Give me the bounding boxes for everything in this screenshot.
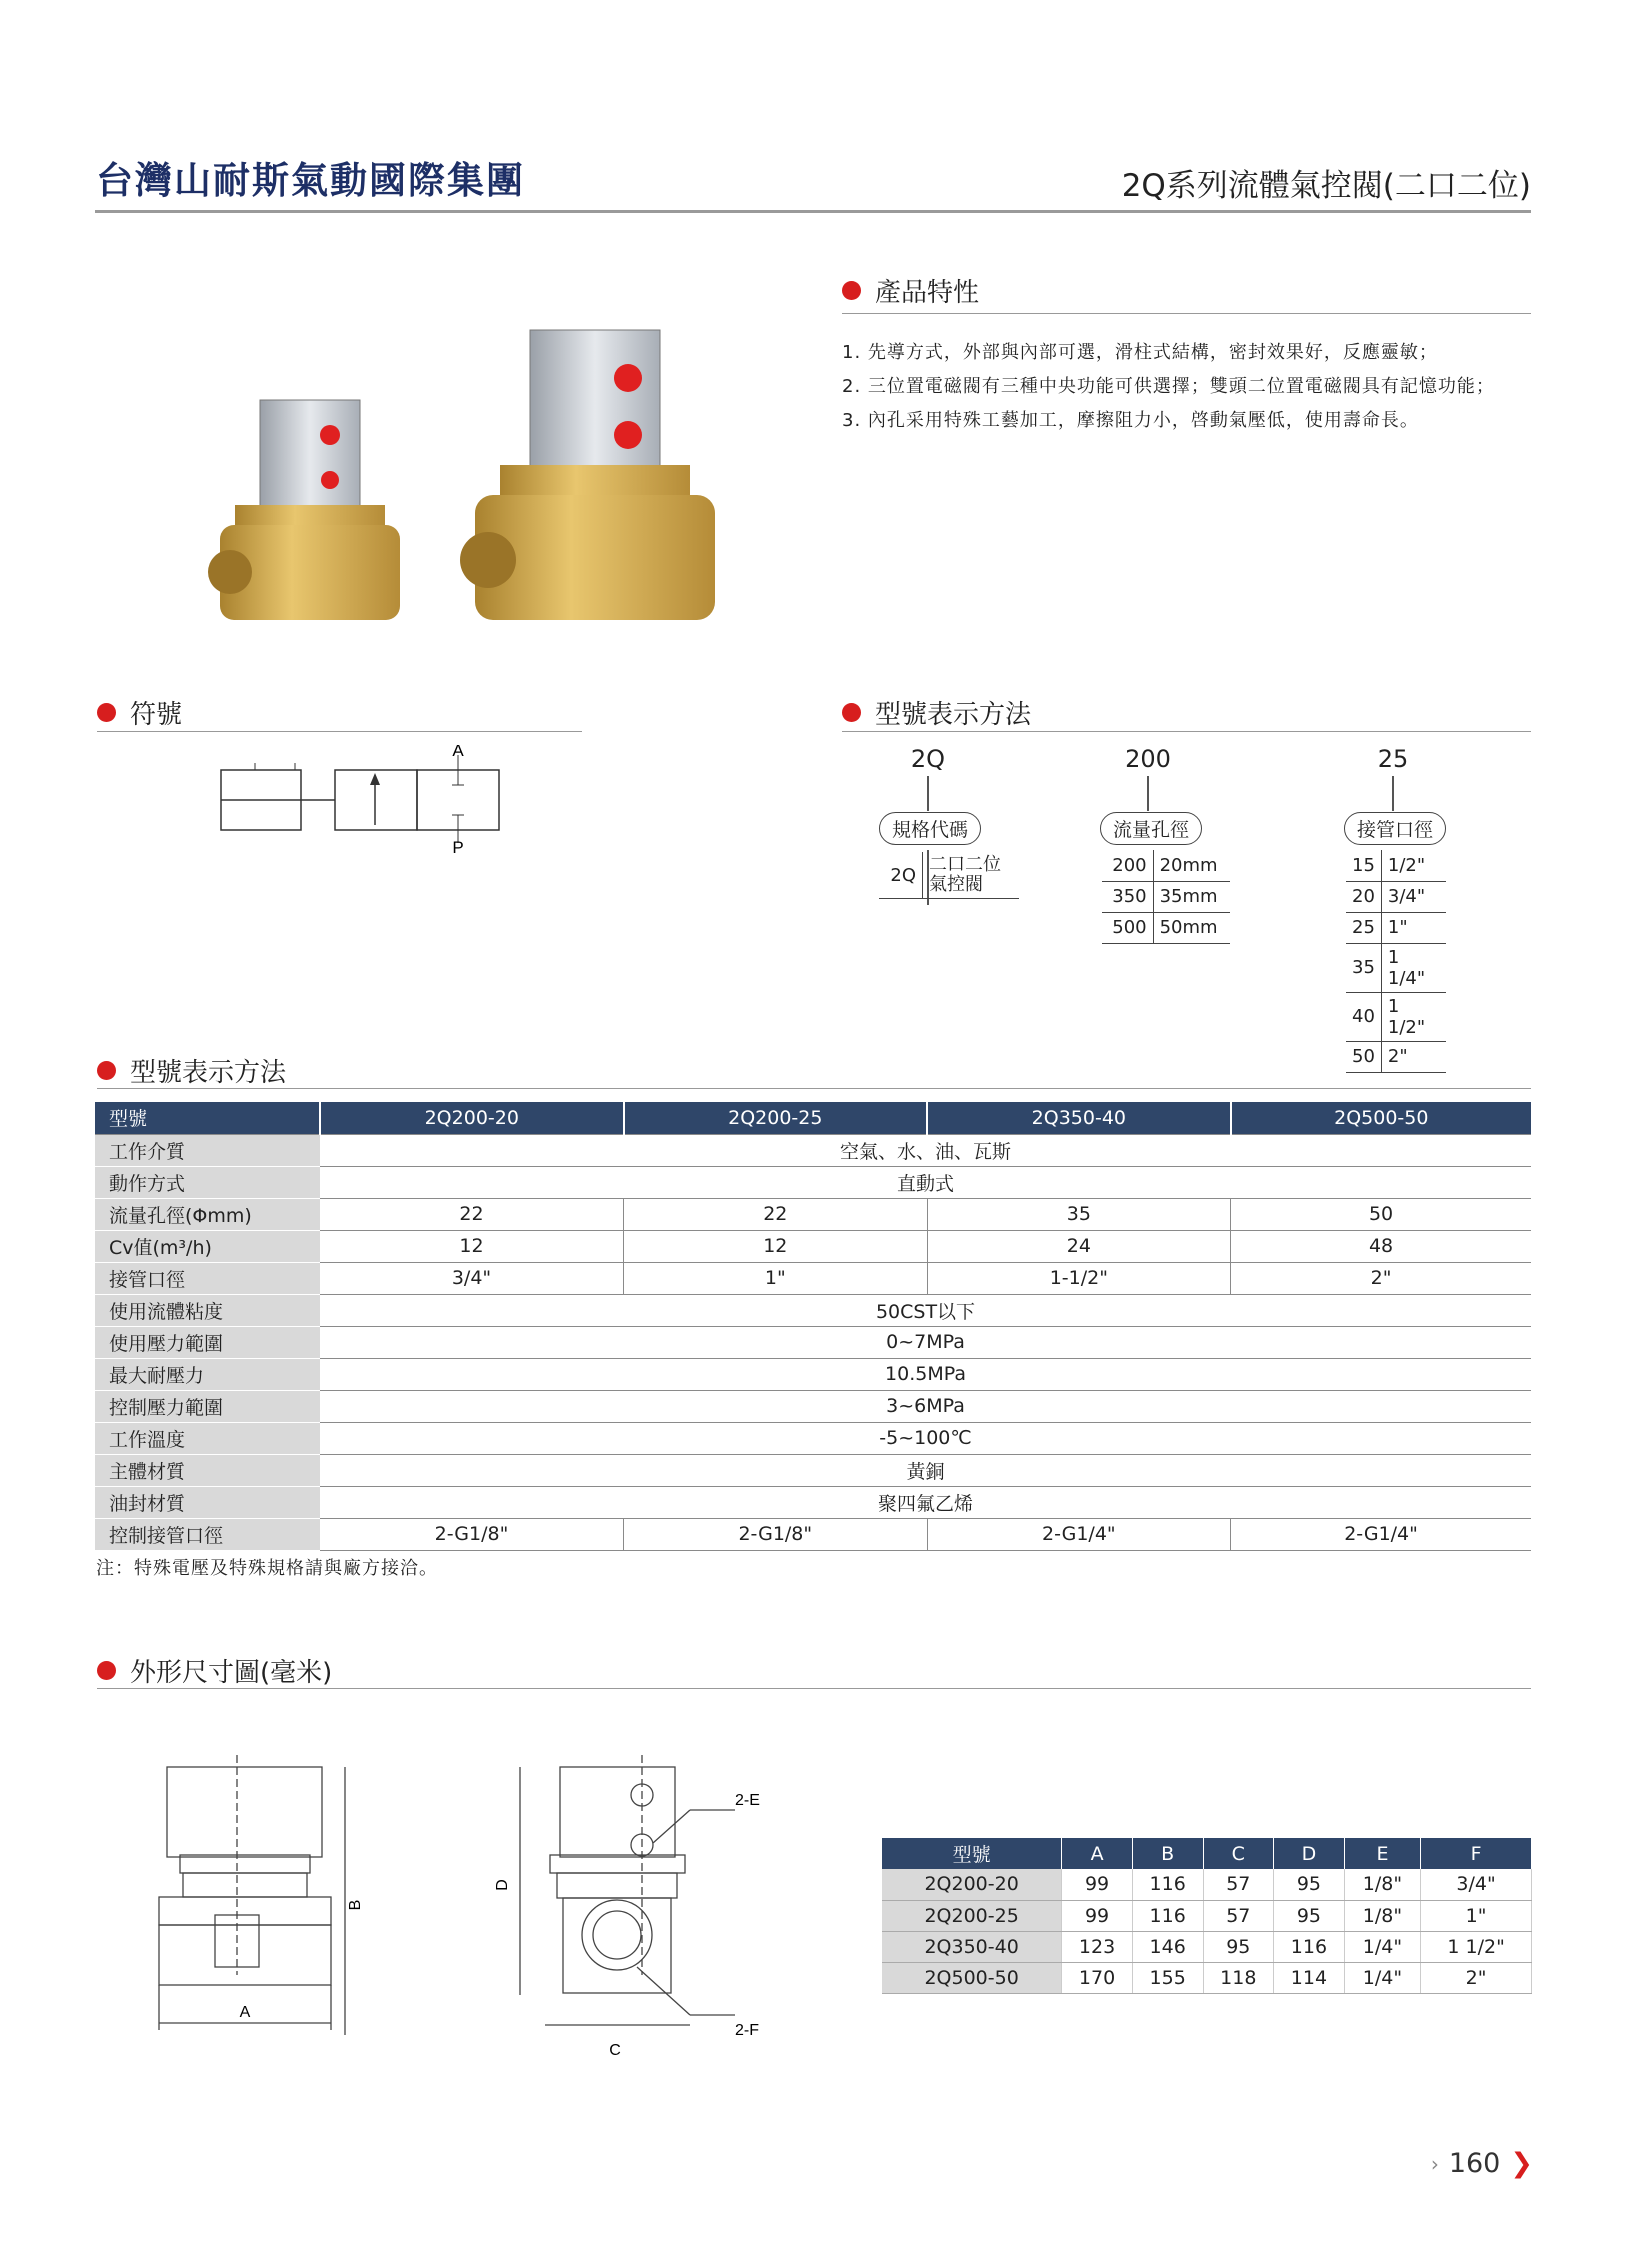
row-label: 控制壓力範圍 bbox=[95, 1390, 320, 1422]
table-cell: 1/4" bbox=[1344, 1962, 1420, 1993]
table-cell: 22 bbox=[320, 1198, 624, 1230]
feature-item: 2. 三位置電磁閥有三種中央功能可供選擇；雙頭二位置電磁閥具有記憶功能； bbox=[842, 376, 1495, 397]
code-key: 2Q bbox=[879, 852, 923, 899]
table-cell: 3/4" bbox=[320, 1262, 624, 1294]
dimension-table bbox=[882, 1838, 1532, 1994]
table-row bbox=[1346, 1041, 1446, 1072]
column-header: B bbox=[1132, 1838, 1203, 1869]
code-key: 500 bbox=[1102, 912, 1153, 943]
code-label-spec: 規格代碼 bbox=[879, 812, 981, 845]
bullet-dot-icon bbox=[842, 281, 861, 300]
table-cell: 146 bbox=[1132, 1931, 1203, 1962]
dim-label-b: B bbox=[347, 1899, 364, 1911]
table-cell: 123 bbox=[1062, 1931, 1133, 1962]
table-cell: 95 bbox=[1274, 1869, 1345, 1900]
table-row bbox=[882, 1900, 1532, 1931]
column-header: 型號 bbox=[95, 1102, 320, 1134]
table-cell: 1/4" bbox=[1344, 1931, 1420, 1962]
table-cell: 聚四氟乙烯 bbox=[320, 1486, 1531, 1518]
table-cell: 118 bbox=[1203, 1962, 1274, 1993]
column-header: 型號 bbox=[882, 1838, 1062, 1869]
table-cell: 116 bbox=[1274, 1931, 1345, 1962]
table-cell: 170 bbox=[1062, 1962, 1133, 1993]
symbol-divider bbox=[97, 731, 582, 732]
table-cell: 1/8" bbox=[1344, 1869, 1420, 1900]
table-row bbox=[1346, 850, 1446, 881]
code-key: 35 bbox=[1346, 943, 1381, 992]
page-title: 2Q系列流體氣控閥(二口二位) bbox=[1121, 168, 1531, 204]
table-row bbox=[95, 1454, 1531, 1486]
table-row bbox=[882, 1869, 1532, 1900]
column-header: 2Q200-20 bbox=[320, 1102, 624, 1134]
table-row bbox=[1102, 850, 1230, 881]
table-row bbox=[95, 1390, 1531, 1422]
brand-title: 台灣山耐斯氣動國際集團 bbox=[96, 158, 525, 202]
column-header: 2Q500-50 bbox=[1231, 1102, 1531, 1134]
code-value: 2" bbox=[1381, 1041, 1446, 1072]
row-label: Cv值(m³/h) bbox=[95, 1230, 320, 1262]
table-row bbox=[95, 1518, 1531, 1550]
symbol-heading: 符號 bbox=[97, 694, 182, 731]
code-part-200: 200 bbox=[1125, 745, 1171, 773]
table-row bbox=[1102, 881, 1230, 912]
code-connector bbox=[1147, 776, 1149, 811]
feature-item: 1. 先導方式，外部與內部可選，滑柱式結構，密封效果好，反應靈敏； bbox=[842, 342, 1438, 363]
table-row bbox=[882, 1931, 1532, 1962]
code-table-spec bbox=[879, 852, 1019, 899]
feature-item: 3. 內孔采用特殊工藝加工，摩擦阻力小，啓動氣壓低，使用壽命長。 bbox=[842, 410, 1419, 431]
side-view-drawing bbox=[520, 1755, 735, 2025]
table-cell: 空氣、水、油、瓦斯 bbox=[320, 1134, 1531, 1166]
table-cell: 155 bbox=[1132, 1962, 1203, 1993]
features-list bbox=[842, 336, 1495, 438]
model-code-heading: 型號表示方法 bbox=[842, 694, 1031, 731]
row-label: 最大耐壓力 bbox=[95, 1358, 320, 1390]
features-heading: 產品特性 bbox=[842, 272, 979, 309]
product-photo bbox=[200, 310, 740, 630]
table-cell: 48 bbox=[1231, 1230, 1531, 1262]
dimension-drawing bbox=[145, 1755, 795, 2095]
row-label: 控制接管口徑 bbox=[95, 1518, 320, 1550]
table-cell: 95 bbox=[1274, 1900, 1345, 1931]
spec-note: 注：特殊電壓及特殊規格請與廠方接洽。 bbox=[96, 1558, 438, 1579]
features-divider bbox=[842, 313, 1531, 314]
row-label: 接管口徑 bbox=[95, 1262, 320, 1294]
table-cell: 2Q200-25 bbox=[882, 1900, 1062, 1931]
code-value: 二口二位 氣控閥 bbox=[923, 852, 1019, 899]
table-cell: 24 bbox=[927, 1230, 1231, 1262]
table-row bbox=[95, 1294, 1531, 1326]
valve-symbol-diagram bbox=[215, 745, 515, 855]
table-cell: 50 bbox=[1231, 1198, 1531, 1230]
valve-large-image bbox=[460, 330, 715, 620]
table-row bbox=[95, 1166, 1531, 1198]
code-key: 20 bbox=[1346, 881, 1381, 912]
spec-heading: 型號表示方法 bbox=[97, 1052, 286, 1089]
code-key: 15 bbox=[1346, 850, 1381, 881]
dim-label-a: A bbox=[239, 2004, 251, 2021]
dim-label-e: 2-E bbox=[735, 1792, 760, 1809]
valve-small-image bbox=[208, 400, 400, 620]
dim-label-f: 2-F bbox=[735, 2022, 759, 2039]
table-row bbox=[95, 1198, 1531, 1230]
port-a-label: A bbox=[452, 745, 464, 760]
table-header-row bbox=[95, 1102, 1531, 1134]
code-connector bbox=[1392, 776, 1394, 811]
code-value: 35mm bbox=[1153, 881, 1230, 912]
table-cell: 2-G1/8" bbox=[624, 1518, 928, 1550]
table-cell: 2Q500-50 bbox=[882, 1962, 1062, 1993]
code-value: 1 1/4" bbox=[1381, 943, 1446, 992]
table-cell: 0~7MPa bbox=[320, 1326, 1531, 1358]
code-value: 50mm bbox=[1153, 912, 1230, 943]
row-label: 動作方式 bbox=[95, 1166, 320, 1198]
table-row bbox=[1346, 943, 1446, 992]
code-value: 3/4" bbox=[1381, 881, 1446, 912]
front-view-drawing bbox=[159, 1755, 345, 2035]
row-label: 工作介質 bbox=[95, 1134, 320, 1166]
dimensions-divider bbox=[97, 1688, 1531, 1689]
page-number: › 160 ❯ bbox=[1430, 2148, 1533, 2179]
table-row bbox=[1102, 912, 1230, 943]
table-cell: 57 bbox=[1203, 1869, 1274, 1900]
table-cell: 1 1/2" bbox=[1421, 1931, 1532, 1962]
table-cell: 1-1/2" bbox=[927, 1262, 1231, 1294]
table-row bbox=[95, 1262, 1531, 1294]
table-cell: 35 bbox=[927, 1198, 1231, 1230]
dim-label-d: D bbox=[494, 1879, 511, 1891]
bullet-dot-icon bbox=[97, 703, 116, 722]
table-row bbox=[95, 1422, 1531, 1454]
dim-label-c: C bbox=[609, 2042, 621, 2059]
column-header: D bbox=[1274, 1838, 1345, 1869]
column-header: F bbox=[1421, 1838, 1532, 1869]
spec-table bbox=[95, 1102, 1531, 1551]
chevron-right-icon: › bbox=[1430, 2151, 1439, 2176]
table-cell: 50CST以下 bbox=[320, 1294, 1531, 1326]
table-cell: 57 bbox=[1203, 1900, 1274, 1931]
table-cell: 99 bbox=[1062, 1900, 1133, 1931]
code-key: 200 bbox=[1102, 850, 1153, 881]
table-row bbox=[95, 1486, 1531, 1518]
code-value: 20mm bbox=[1153, 850, 1230, 881]
code-table-port bbox=[1346, 850, 1446, 1073]
table-row bbox=[882, 1962, 1532, 1993]
row-label: 主體材質 bbox=[95, 1454, 320, 1486]
column-header: A bbox=[1062, 1838, 1133, 1869]
dimensions-heading: 外形尺寸圖(毫米) bbox=[97, 1652, 332, 1689]
code-key: 25 bbox=[1346, 912, 1381, 943]
table-row bbox=[1346, 912, 1446, 943]
column-header: 2Q350-40 bbox=[927, 1102, 1231, 1134]
code-value: 1 1/2" bbox=[1381, 992, 1446, 1041]
table-row bbox=[95, 1230, 1531, 1262]
code-key: 40 bbox=[1346, 992, 1381, 1041]
table-cell: 1" bbox=[1421, 1900, 1532, 1931]
table-cell: -5~100℃ bbox=[320, 1422, 1531, 1454]
code-part-25: 25 bbox=[1377, 745, 1409, 773]
row-label: 使用壓力範圍 bbox=[95, 1326, 320, 1358]
column-header: 2Q200-25 bbox=[624, 1102, 928, 1134]
table-cell: 116 bbox=[1132, 1900, 1203, 1931]
table-cell: 2-G1/4" bbox=[1231, 1518, 1531, 1550]
table-cell: 直動式 bbox=[320, 1166, 1531, 1198]
row-label: 油封材質 bbox=[95, 1486, 320, 1518]
row-label: 使用流體粘度 bbox=[95, 1294, 320, 1326]
bullet-dot-icon bbox=[842, 703, 861, 722]
table-cell: 3~6MPa bbox=[320, 1390, 1531, 1422]
bullet-dot-icon bbox=[97, 1661, 116, 1680]
code-value: 1/2" bbox=[1381, 850, 1446, 881]
model-code-divider bbox=[842, 731, 1531, 732]
spec-divider bbox=[97, 1088, 1531, 1089]
chevron-right-red-icon: ❯ bbox=[1510, 2148, 1533, 2179]
table-row bbox=[1346, 881, 1446, 912]
code-connector bbox=[927, 776, 929, 811]
table-cell: 10.5MPa bbox=[320, 1358, 1531, 1390]
table-cell: 95 bbox=[1203, 1931, 1274, 1962]
port-p-label: P bbox=[452, 838, 464, 855]
table-cell: 99 bbox=[1062, 1869, 1133, 1900]
table-row bbox=[1346, 992, 1446, 1041]
table-cell: 2-G1/8" bbox=[320, 1518, 624, 1550]
table-cell: 黃銅 bbox=[320, 1454, 1531, 1486]
code-part-2q: 2Q bbox=[910, 745, 946, 773]
table-cell: 2Q200-20 bbox=[882, 1869, 1062, 1900]
table-row bbox=[95, 1326, 1531, 1358]
code-value: 1" bbox=[1381, 912, 1446, 943]
code-key: 50 bbox=[1346, 1041, 1381, 1072]
header-divider bbox=[95, 210, 1531, 213]
table-row bbox=[95, 1358, 1531, 1390]
table-row bbox=[879, 852, 1019, 899]
table-cell: 22 bbox=[624, 1198, 928, 1230]
table-cell: 2Q350-40 bbox=[882, 1931, 1062, 1962]
table-cell: 1/8" bbox=[1344, 1900, 1420, 1931]
table-row bbox=[95, 1134, 1531, 1166]
row-label: 工作溫度 bbox=[95, 1422, 320, 1454]
code-key: 350 bbox=[1102, 881, 1153, 912]
bullet-dot-icon bbox=[97, 1061, 116, 1080]
table-cell: 2" bbox=[1421, 1962, 1532, 1993]
table-cell: 3/4" bbox=[1421, 1869, 1532, 1900]
row-label: 流量孔徑(Φmm) bbox=[95, 1198, 320, 1230]
column-header: E bbox=[1344, 1838, 1420, 1869]
code-label-port: 接管口徑 bbox=[1344, 812, 1446, 845]
table-cell: 2-G1/4" bbox=[927, 1518, 1231, 1550]
table-header-row bbox=[882, 1838, 1532, 1869]
column-header: C bbox=[1203, 1838, 1274, 1869]
code-table-flow bbox=[1102, 850, 1230, 944]
table-cell: 2" bbox=[1231, 1262, 1531, 1294]
table-cell: 1" bbox=[624, 1262, 928, 1294]
table-cell: 12 bbox=[624, 1230, 928, 1262]
table-cell: 12 bbox=[320, 1230, 624, 1262]
table-cell: 114 bbox=[1274, 1962, 1345, 1993]
table-cell: 116 bbox=[1132, 1869, 1203, 1900]
code-label-flow: 流量孔徑 bbox=[1100, 812, 1202, 845]
